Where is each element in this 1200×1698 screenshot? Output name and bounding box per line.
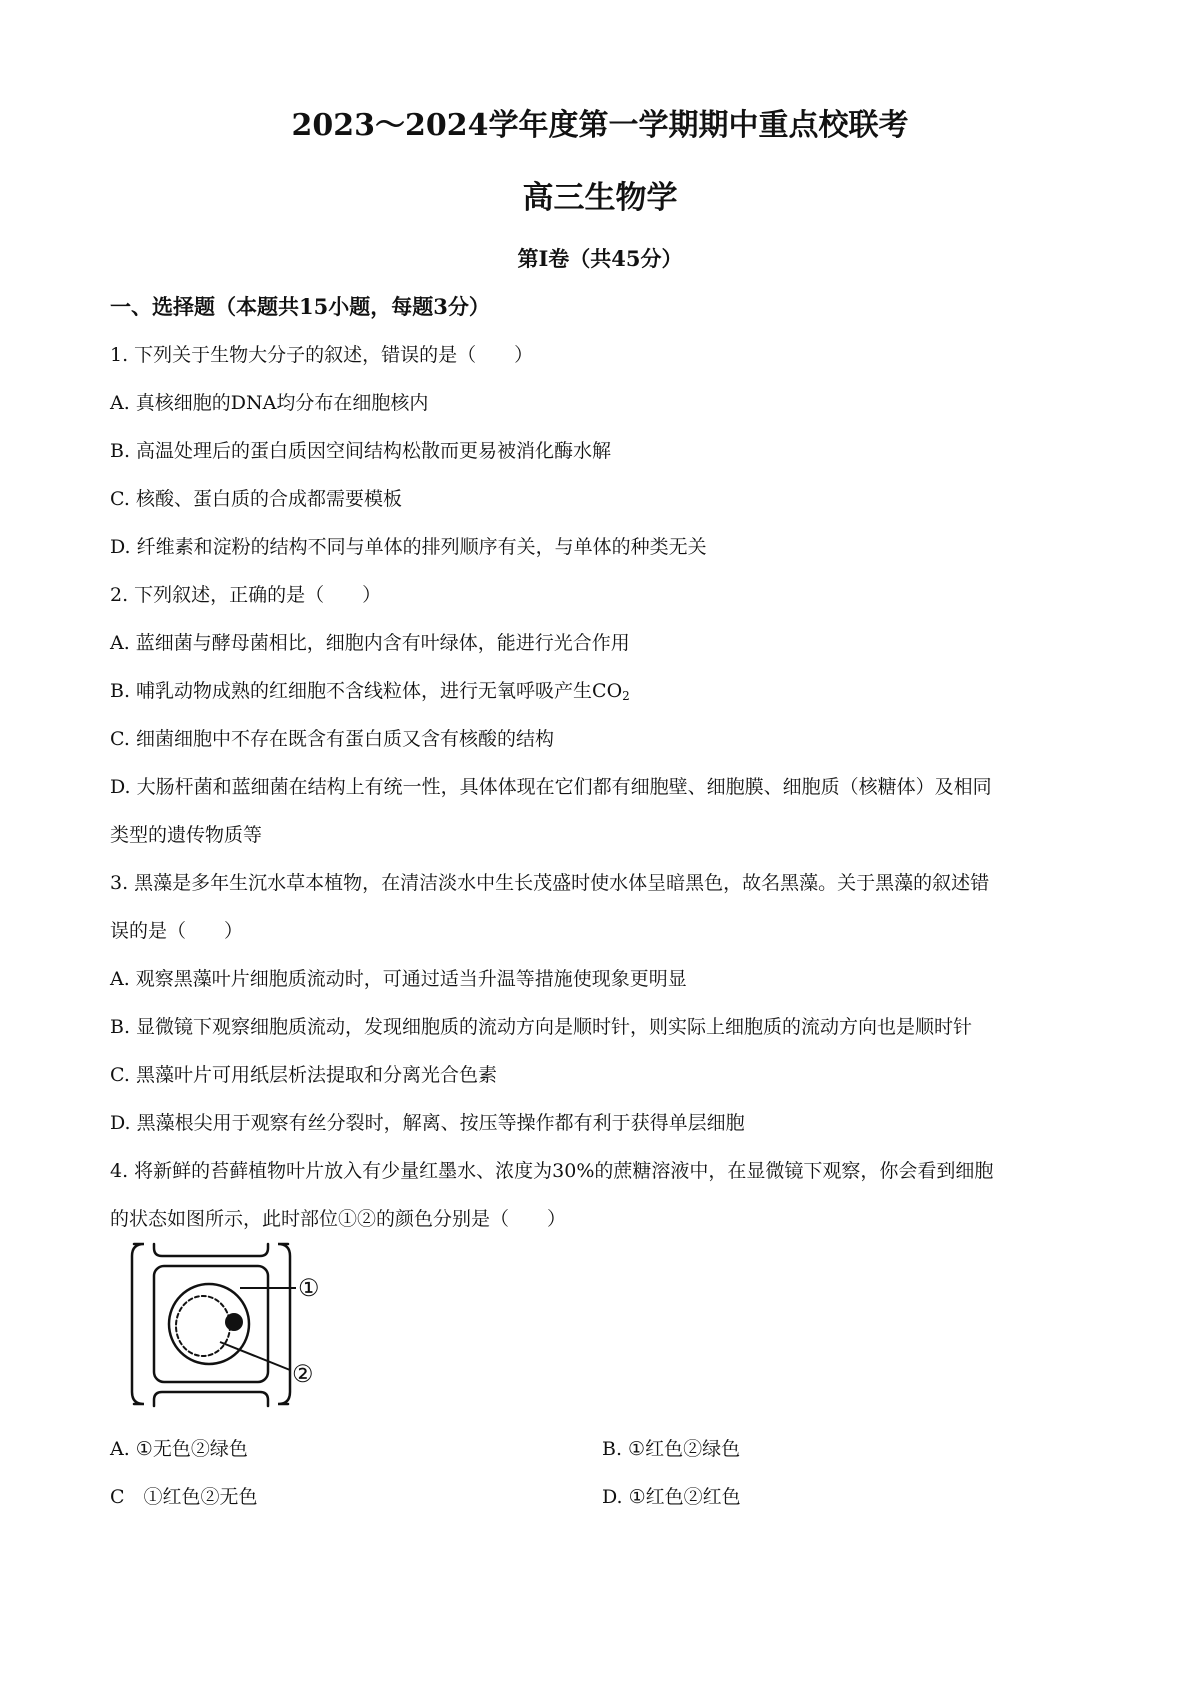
left-neighbor-wall [132,1244,144,1404]
label-1: ① [298,1274,320,1302]
subject-title: 高三生物学 [522,180,678,216]
question-2-option-d-cont: 类型的遗传物质等 [110,824,263,846]
question-4-option-d: D. ①红色②红色 [602,1486,741,1508]
question-1-stem: 1. 下列关于生物大分子的叙述，错误的是（ ） [110,344,534,366]
question-2-option-b-text: B. 哺乳动物成熟的红细胞不含线粒体，进行无氧呼吸产生CO [110,680,623,702]
question-1-option-d: D. 纤维素和淀粉的结构不同与单体的排列顺序有关，与单体的种类无关 [110,536,707,558]
cell-diagram-svg [110,1240,330,1410]
vacuole [176,1296,230,1356]
question-3-option-d: D. 黑藻根尖用于观察有丝分裂时，解离、按压等操作都有利于获得单层细胞 [110,1112,745,1134]
exam-title: 2023～2024学年度第一学期期中重点校联考 [291,108,909,143]
co2-subscript: 2 [622,689,630,703]
section-heading: 一、选择题（本题共15小题，每题3分） [110,294,490,319]
question-4-option-a: A. ①无色②绿色 [110,1438,248,1460]
question-4-option-c: C ①红色②无色 [110,1486,258,1508]
question-1-option-a: A. 真核细胞的DNA均分布在细胞核内 [110,392,429,414]
right-neighbor-wall [278,1244,290,1404]
question-1-option-c: C. 核酸、蛋白质的合成都需要模板 [110,488,402,510]
question-2-option-a: A. 蓝细菌与酵母菌相比，细胞内含有叶绿体，能进行光合作用 [110,632,630,654]
cell-diagram [110,1240,330,1410]
question-3-option-a: A. 观察黑藻叶片细胞质流动时，可通过适当升温等措施使现象更明显 [110,968,687,990]
question-3-option-b: B. 显微镜下观察细胞质流动，发现细胞质的流动方向是顺时针，则实际上细胞质的流动方向也是顺时针 [110,1016,973,1038]
question-4-stem: 4. 将新鲜的苔藓植物叶片放入有少量红墨水、浓度为30%的蔗糖溶液中，在显微镜下观察，你会看到细胞 [110,1160,994,1182]
label-2: ② [292,1360,314,1388]
question-4-stem-cont: 的状态如图所示，此时部位①②的颜色分别是（ ） [110,1208,567,1230]
question-2-option-d: D. 大肠杆菌和蓝细菌在结构上有统一性，具体体现在它们都有细胞壁、细胞膜、细胞质（核糖体）及相同 [110,776,992,798]
question-2-option-c: C. 细菌细胞中不存在既含有蛋白质又含有核酸的结构 [110,728,554,750]
question-2-stem: 2. 下列叙述，正确的是（ ） [110,584,382,606]
nucleus [225,1313,243,1331]
question-3-stem: 3. 黑藻是多年生沉水草本植物，在清洁淡水中生长茂盛时使水体呈暗黑色，故名黑藻。关于黑藻的叙述错 [110,872,990,894]
question-4-option-b: B. ①红色②绿色 [602,1438,741,1460]
question-2-option-b [110,676,1100,706]
bottom-neighbor-wall [154,1392,268,1406]
leader-line-2 [220,1342,290,1370]
top-neighbor-wall [154,1244,268,1256]
volume-heading: 第Ⅰ卷（共45分） [517,246,683,271]
question-3-option-c: C. 黑藻叶片可用纸层析法提取和分离光合色素 [110,1064,497,1086]
question-1-option-b: B. 高温处理后的蛋白质因空间结构松散而更易被消化酶水解 [110,440,612,462]
question-3-stem-cont: 误的是（ ） [110,920,244,942]
